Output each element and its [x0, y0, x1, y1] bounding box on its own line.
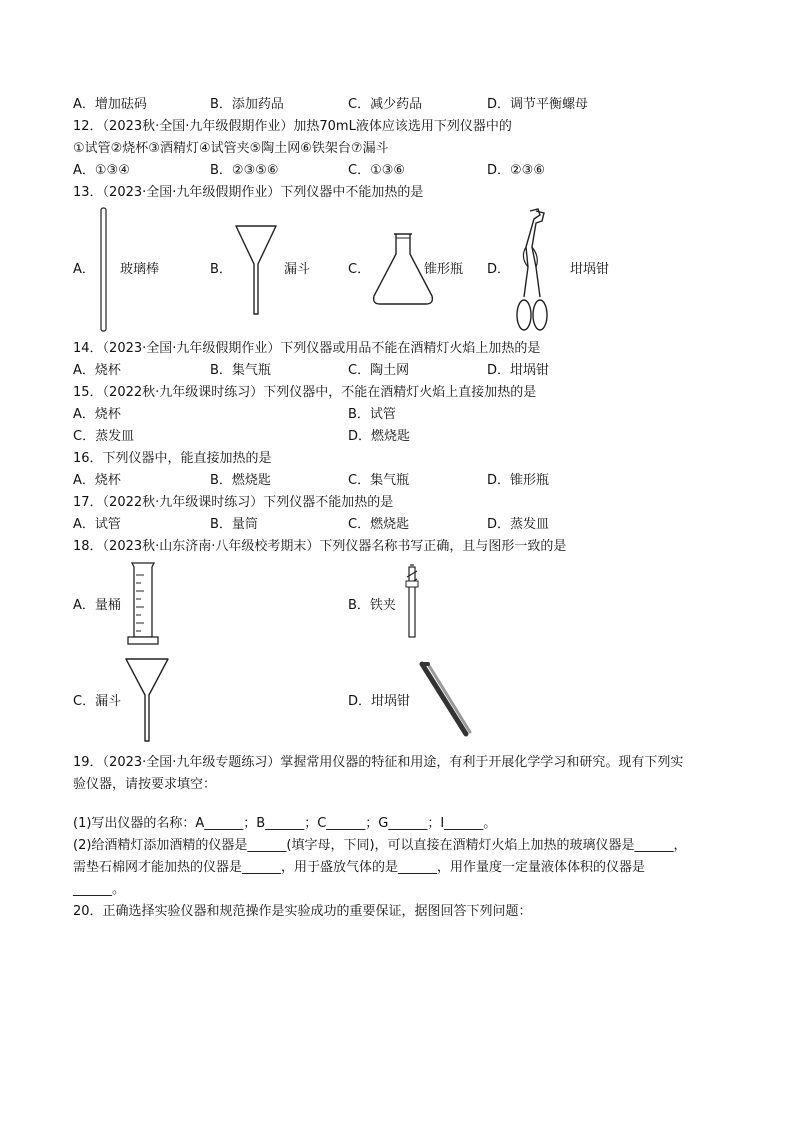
q16-option-a: A．烧杯 [73, 473, 121, 488]
q12-option-c: C．①③⑥ [348, 163, 406, 178]
q18-option-a: A．量桶 [73, 598, 121, 613]
q19-part2-line3: ______。 [73, 882, 126, 897]
q16-option-c: C．集气瓶 [348, 473, 410, 488]
q18-option-b: B．铁夹 [348, 598, 396, 613]
q14-option-a: A．烧杯 [73, 363, 121, 378]
q13-name-d: 坩埚钳 [570, 262, 610, 277]
q14-option-c: C．陶土网 [348, 363, 410, 378]
q12-option-d: D．②③⑥ [487, 163, 545, 178]
q12-stem: 12．（2023秋·全国·九年级假期作业）加热70mL液体应该选用下列仪器中的 [73, 119, 512, 134]
q17-option-c: C．燃烧匙 [348, 517, 410, 532]
q17-option-a: A．试管 [73, 517, 121, 532]
q11-option-a: A．增加砝码 [73, 97, 147, 112]
iron-clamp-figure [402, 563, 422, 639]
q11-option-b: B．添加药品 [210, 97, 284, 112]
q17-option-b: B．量筒 [210, 517, 258, 532]
glass-rod-figure [96, 207, 112, 333]
q20-stem: 20．正确选择实验仪器和规范操作是实验成功的重要保证，据图回答下列问题： [73, 904, 532, 919]
q11-option-d: D．调节平衡螺母 [487, 97, 589, 112]
q19-part2-line2: 需垫石棉网才能加热的仪器是______，用于盛放气体的是______，用作量度一定量液体体积的仪器是 [73, 860, 646, 875]
q19-stem-line2: 验仪器，请按要求填空： [73, 777, 217, 792]
q19-part1: (1)写出仪器的名称：A______；B______；C______；G______；I______。 [73, 816, 497, 831]
q16-stem: 16．下列仪器中，能直接加热的是 [73, 451, 272, 466]
q15-option-c: C．蒸发皿 [73, 429, 135, 444]
q16-option-d: D．锥形瓶 [487, 473, 550, 488]
q14-stem: 14．（2023·全国·九年级假期作业）下列仪器或用品不能在酒精灯火焰上加热的是 [73, 341, 541, 356]
q17-stem: 17．（2022秋·九年级课时练习）下列仪器不能加热的是 [73, 495, 394, 510]
q15-option-d: D．燃烧匙 [348, 429, 411, 444]
q12-option-b: B．②③⑤⑥ [210, 163, 279, 178]
graduated-cylinder-figure [124, 561, 164, 647]
funnel-figure [234, 224, 278, 316]
q14-option-d: D．坩埚钳 [487, 363, 550, 378]
q13-letter-b: B． [210, 262, 232, 277]
q16-option-b: B．燃烧匙 [210, 473, 271, 488]
q12-items: ①试管②烧杯③酒精灯④试管夹⑤陶土网⑥铁架台⑦漏斗 [73, 141, 389, 156]
crucible-tongs-figure [510, 207, 554, 333]
q15-option-b: B．试管 [348, 407, 396, 422]
q13-letter-c: C． [348, 262, 371, 277]
q18-option-d: D．坩埚钳 [348, 694, 411, 709]
q17-option-d: D．蒸发皿 [487, 517, 550, 532]
q13-name-a: 玻璃棒 [120, 262, 160, 277]
q18-stem: 18．（2023秋·山东济南·八年级校考期末）下列仪器名称书写正确，且与图形一致的是 [73, 539, 567, 554]
q19-stem-line1: 19．（2023·全国·九年级专题练习）掌握常用仪器的特征和用途，有利于开展化学学习和研究。现有下列实 [73, 755, 684, 770]
q18-option-c: C．漏斗 [73, 694, 122, 709]
tweezers-figure [416, 660, 472, 740]
q13-letter-a: A． [73, 262, 95, 277]
q13-name-b: 漏斗 [284, 262, 311, 277]
q18-funnel-figure [124, 657, 170, 743]
q12-option-a: A．①③④ [73, 163, 130, 178]
q14-option-b: B．集气瓶 [210, 363, 271, 378]
q15-stem: 15．（2022秋·九年级课时练习）下列仪器中，不能在酒精灯火焰上直接加热的是 [73, 385, 537, 400]
q15-option-a: A．烧杯 [73, 407, 121, 422]
q13-stem: 13．（2023·全国·九年级假期作业）下列仪器中不能加热的是 [73, 185, 424, 200]
q13-letter-d: D． [487, 262, 511, 277]
q13-name-c: 锥形瓶 [424, 262, 464, 277]
q11-option-c: C．减少药品 [348, 97, 423, 112]
q19-part2-line1: (2)给酒精灯添加酒精的仪器是______(填字母，下同)，可以直接在酒精灯火焰上加热的玻璃仪器是______， [73, 838, 687, 853]
